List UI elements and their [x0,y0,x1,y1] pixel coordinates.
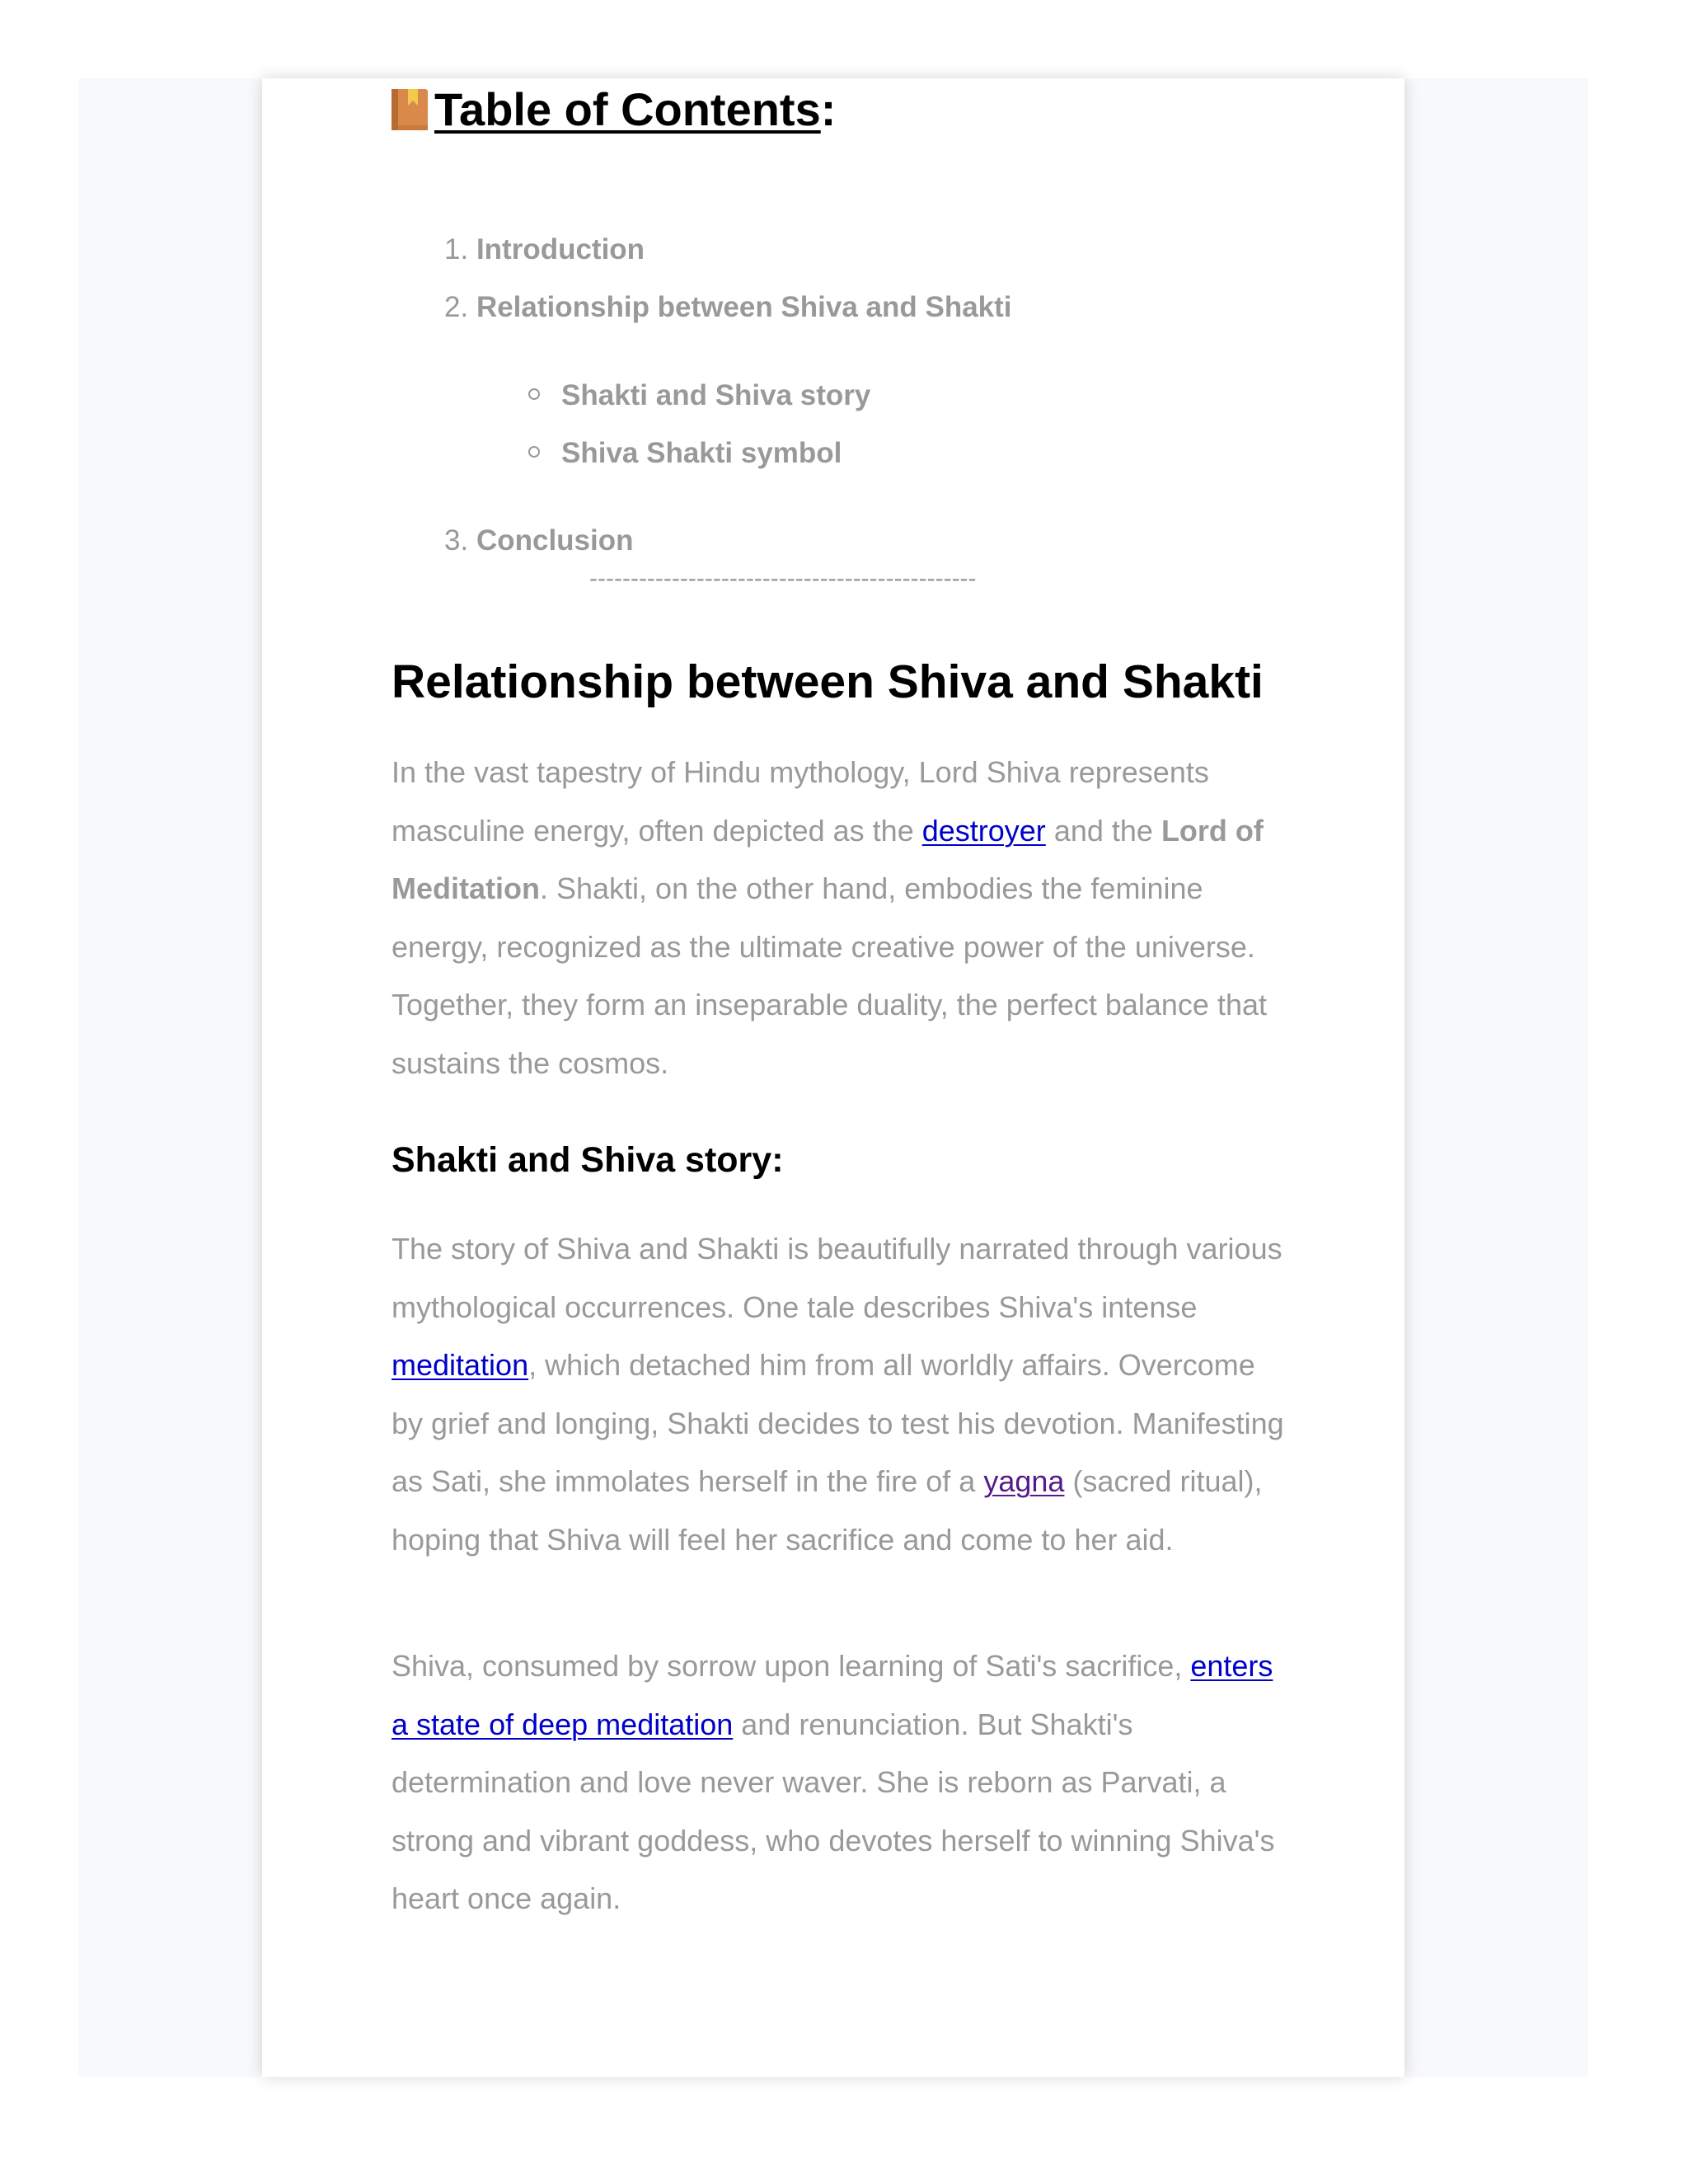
text-span: and renunciation. But Shakti's determination and love never waver. She is reborn as Parvati, a strong and vibrant goddess, who devotes herself to winning Shiva's heart once again. [392,1707,1275,1915]
toc-item-label: Relationship between Shiva and Shakti [476,291,1012,323]
toc-item-label: Introduction [476,233,645,265]
yagna-link[interactable]: yagna [983,1464,1065,1498]
meditation-link[interactable]: meditation [392,1348,529,1382]
destroyer-link[interactable]: destroyer [921,813,1046,848]
toc-item-conclusion[interactable] [444,512,634,570]
subsection-heading: Shakti and Shiva story: [392,1140,784,1180]
toc-subitem-symbol[interactable] [528,425,842,482]
toc-subitem-label: Shakti and Shiva story [561,379,871,411]
text-span: , which detached him from all worldly affairs. Overcome by grief and longing, Shakti decides to test his devotion. Manifesting as Sati, she immolates herself in the fire of a [392,1348,1284,1498]
text-span: Shiva, consumed by sorrow upon learning of Sati's sacrifice, [392,1649,1191,1683]
text-span: In the vast tapestry of Hindu mythology, Lord Shiva represents masculine energy, often depicted as the [392,755,1209,848]
toc-item-relationship[interactable] [444,279,1012,336]
toc-item-number: 2. [444,291,469,323]
toc-item-introduction[interactable] [444,221,645,279]
toc-item-number: 1. [444,233,469,265]
circle-bullet-icon [528,388,540,400]
section-heading: Relationship between Shiva and Shakti [392,655,1264,708]
deep-meditation-link[interactable]: enters a state of deep meditation [392,1649,1273,1741]
text-span: and the [1045,813,1161,848]
toc-heading [392,81,836,139]
document-page [262,78,1404,2077]
circle-bullet-icon [528,446,540,458]
paragraph-intro [392,744,1290,1092]
toc-title-link[interactable]: Table of Contents [434,83,821,135]
paragraph-shiva-sorrow [392,1637,1290,1928]
dashed-separator: ----------------------------------------------- [589,565,977,592]
toc-item-number: 3. [444,524,469,557]
toc-title-colon: : [820,83,837,135]
toc-subitem-story[interactable] [528,367,870,425]
paragraph-story [392,1220,1290,1569]
text-span: . Shakti, on the other hand, embodies the feminine energy, recognized as the ultimate creative power of the universe. Together, they form an inseparable duality, the perfect balance that sustains the cosmos. [392,871,1267,1080]
bold-lord-of-meditation: Lord of Meditation [392,813,1264,905]
text-span: (sacred ritual), hoping that Shiva will feel her sacrifice and come to her aid. [392,1464,1263,1557]
toc-subitem-label: Shiva Shakti symbol [561,437,842,469]
toc-item-label: Conclusion [476,524,634,557]
text-span: The story of Shiva and Shakti is beautifully narrated through various mythological occurrences. One tale describes Shiva's intense [392,1232,1282,1324]
book-icon [392,89,428,130]
